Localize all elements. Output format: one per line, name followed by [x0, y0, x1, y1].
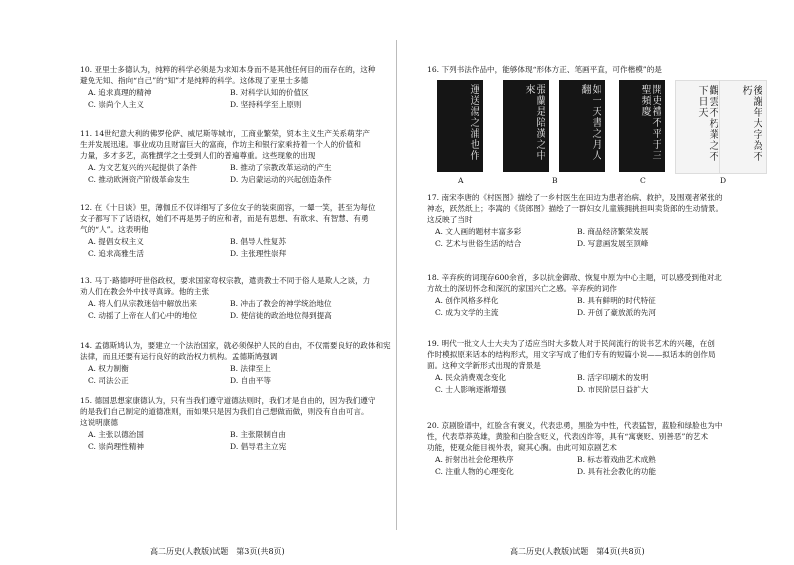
question-block — [427, 192, 724, 248]
question-stem-line: 性，代表草莽英雄，黄脸和白脸含贬义，代表凶诈等，具有“寓褒贬、别善恶”的艺术 — [427, 432, 709, 441]
answer-option[interactable]: C. 士人影响逐渐增强 — [435, 385, 507, 394]
question-stem-line: 劝人们在教会外中找寻真谛。他的主张 — [80, 287, 210, 296]
answer-option[interactable]: C. 崇尚理性精神 — [88, 442, 144, 451]
question-block — [80, 395, 376, 451]
answer-option[interactable]: A. 提倡女权主义 — [88, 237, 144, 246]
calligraphy-image-a: 運送湯之浦也作 — [437, 80, 483, 172]
question-stem-line: 14. 孟德斯鸠认为，要建立一个法治国家，就必须保护人民的自由，不仅需要良好的政体和宪 — [80, 341, 391, 350]
answer-option[interactable]: B. 商品经济繁荣发展 — [577, 227, 649, 236]
question-stem-line: 13. 马丁·路德呼吁世俗政权，要求国家弯权宗教，遣责教士不同于俗人是欺人之谈，力 — [80, 276, 371, 285]
answer-option[interactable]: D. 使信徒的政治地位得到提高 — [230, 311, 332, 320]
question-stem-line: 的是我们自己制定的道德准则，而如果只是因为我们自己想做而做，则没有自由可言。 — [80, 407, 369, 416]
answer-option[interactable]: D. 写意画发展至顶峰 — [577, 239, 649, 248]
option-label-c: C — [640, 176, 646, 185]
calligraphy-images — [437, 80, 762, 172]
question-stem-line: 气的“人”。这表明他 — [80, 225, 149, 234]
answer-option[interactable]: C. 推动欧洲资产阶级革命发生 — [88, 175, 190, 184]
left-footer: 高二历史(人教版)试题 第3页(共8页) — [150, 547, 285, 556]
answer-option[interactable]: B. 倡导人性复苏 — [230, 237, 286, 246]
answer-option[interactable]: D. 倡导君主立宪 — [230, 442, 287, 451]
question-block — [80, 202, 376, 258]
answer-option[interactable]: D. 具有社会教化的功能 — [577, 467, 656, 476]
answer-option[interactable]: D. 市民阶层日益扩大 — [577, 385, 649, 394]
question-stem-line: 力量，多才多艺，高雅撰学之士受到人们的普遍尊重。这些现象的出现 — [80, 151, 316, 160]
question-block — [80, 64, 376, 109]
answer-option[interactable]: D. 坚持科学至上原则 — [230, 100, 302, 109]
question-stem-line: 生并发展迅速。事业成功且财富巨大的富商，作坊主和银行家乘持着一个人的价值和 — [80, 140, 361, 149]
answer-option[interactable]: A. 将人们从宗教迷信中解放出来 — [88, 299, 198, 308]
calligraphy-image-b2: 如一天書之月人翻 — [559, 80, 605, 172]
option-label-b: B — [552, 176, 558, 185]
answer-option[interactable]: B. 活字印刷术的发明 — [577, 373, 649, 382]
calligraphy-image-d2: 後謝年大字為不朽 — [719, 80, 767, 174]
answer-option[interactable]: B. 主张限制自由 — [230, 430, 286, 439]
question-block — [427, 338, 716, 394]
question-stem-line: 女子都写下了话语权，她们不再是男子的应和者，而是有思想、有欲求、有智慧、有勇 — [80, 214, 369, 223]
answer-option[interactable]: D. 主张理性崇拜 — [230, 249, 287, 258]
question-stem-line: 方故土的深切怀念和深沉的家国兴亡之感。辛弃疾的词作 — [427, 284, 617, 293]
answer-option[interactable]: B. 冲击了教会的神学统治地位 — [230, 299, 332, 308]
answer-option[interactable]: C. 成为文学的主流 — [435, 308, 499, 317]
answer-option[interactable]: A. 主张以德治国 — [88, 430, 144, 439]
question-stem-line: 17. 南宋李唐的《村医图》描绘了一乡村医生在田边为患者治病、救护，及围观者紧张的 — [427, 193, 723, 202]
right-footer: 高二历史(人教版)试题 第4页(共8页) — [510, 547, 645, 556]
answer-option[interactable]: A. 为文艺复兴的兴起提供了条件 — [88, 163, 198, 172]
calligraphy-image-b1: 張蘭是陪漢之中來 — [503, 80, 549, 172]
answer-option[interactable]: C. 司法公正 — [88, 376, 129, 385]
answer-option[interactable]: D. 自由平等 — [230, 376, 272, 385]
question-stem-line: 法律，而且还要有运行良好的政治权力机构。孟德斯鸠强调 — [80, 352, 278, 361]
answer-option[interactable]: C. 动摇了上帝在人们心中的地位 — [88, 311, 198, 320]
answer-option[interactable]: A. 民众消费观念变化 — [435, 373, 507, 382]
answer-option[interactable]: A. 折射出社会伦理秩序 — [435, 455, 514, 464]
option-label-a: A — [458, 176, 464, 185]
question-stem-line: 11. 14世纪意大利的佛罗伦萨、威尼斯等城市，工商业繁荣，贸本主义生产关系萌芽产 — [80, 129, 370, 138]
question-block — [427, 272, 722, 317]
question-stem-line: 作时模拟原来话本的结构形式，用文字写成了他们专有的短篇小说——拟话本的创作局 — [427, 350, 716, 359]
answer-option[interactable]: B. 标志着戏曲艺术成熟 — [577, 455, 656, 464]
answer-option[interactable]: B. 法律至上 — [230, 364, 271, 373]
calligraphy-image-d1: 觀雲不朽業之不下日天 — [675, 80, 723, 174]
answer-option[interactable]: A. 文人画的题材丰富多彩 — [435, 227, 522, 236]
question-stem-line: 这说明康德 — [80, 418, 118, 427]
question-stem-line: 20. 京剧脸谱中，红脸含有褒义，代表忠勇，黑脸为中性，代表猛智，蓝脸和绿脸也为中 — [427, 421, 723, 430]
answer-option[interactable]: A. 追求真理的精神 — [88, 88, 152, 97]
question-stem-line: 面。这种文学新形式出现的背景是 — [427, 361, 541, 370]
question-16-stem — [427, 64, 662, 75]
question-block — [80, 275, 371, 320]
question-block — [427, 420, 723, 476]
question-stem-line: 避免无知、指向“自己”的“知”才是纯粹的科学。这体现了亚里士多德 — [80, 76, 309, 85]
answer-option[interactable]: C. 注重人物的心理变化 — [435, 467, 514, 476]
question-stem-line: 16. 下列书法作品中，能够体现“形体方正、笔画平直，可作楷模”的是 — [427, 65, 662, 74]
answer-option[interactable]: C. 艺术与世俗生活的结合 — [435, 239, 522, 248]
option-label-d: D — [720, 176, 727, 185]
answer-option[interactable]: D. 为启蒙运动的兴起创造条件 — [230, 175, 332, 184]
answer-option[interactable]: C. 崇尚个人主义 — [88, 100, 144, 109]
answer-option[interactable]: A. 权力制衡 — [88, 364, 129, 373]
question-stem-line: 神态，跃然纸上；李嵩的《货郎图》描绘了一群妇女儿童簇拥挑担叫卖货郎的生动情景。 — [427, 204, 724, 213]
question-stem-line: 10. 亚里士多德认为，纯粹的科学必须是为求知本身而不是其他任何目的而存在的，这种 — [80, 65, 376, 74]
question-block — [80, 128, 370, 184]
answer-option[interactable]: B. 具有鲜明的时代特征 — [577, 296, 656, 305]
question-stem-line: 19. 明代一批文人士大夫为了适应当时大多数人对于民间流行的说书艺术的兴趣，在创 — [427, 339, 715, 348]
question-stem-line: 12. 在《十日谈》里，薄伽丘不仅详细写了多位女子的装束面容，一颦一笑，甚至为每位 — [80, 203, 376, 212]
answer-option[interactable]: B. 对科学认知的价值区 — [230, 88, 309, 97]
question-block — [80, 340, 391, 385]
question-stem-line: 15. 德国思想家康德认为，只有当我们遵守道德法则时，我们才是自由的，因为我们遵守 — [80, 396, 376, 405]
answer-option[interactable]: D. 开创了豪放派的先河 — [577, 308, 656, 317]
calligraphy-image-c: 開吏禮不平于三聖頻慶 — [619, 80, 665, 172]
answer-option[interactable]: A. 创作风格多样化 — [435, 296, 499, 305]
answer-option[interactable]: B. 推动了宗教改革运动的产生 — [230, 163, 332, 172]
question-stem-line: 18. 辛弃疾的词现存600余首，多以抗金御敌、恢复中原为中心主题，可以感受到他对北 — [427, 273, 722, 282]
question-stem-line: 功能，使观众能目视外表，窥其心胸。由此可知京剧艺术 — [427, 443, 617, 452]
question-stem-line: 这反映了当时 — [427, 215, 473, 224]
answer-option[interactable]: C. 追求高雅生活 — [88, 249, 144, 258]
